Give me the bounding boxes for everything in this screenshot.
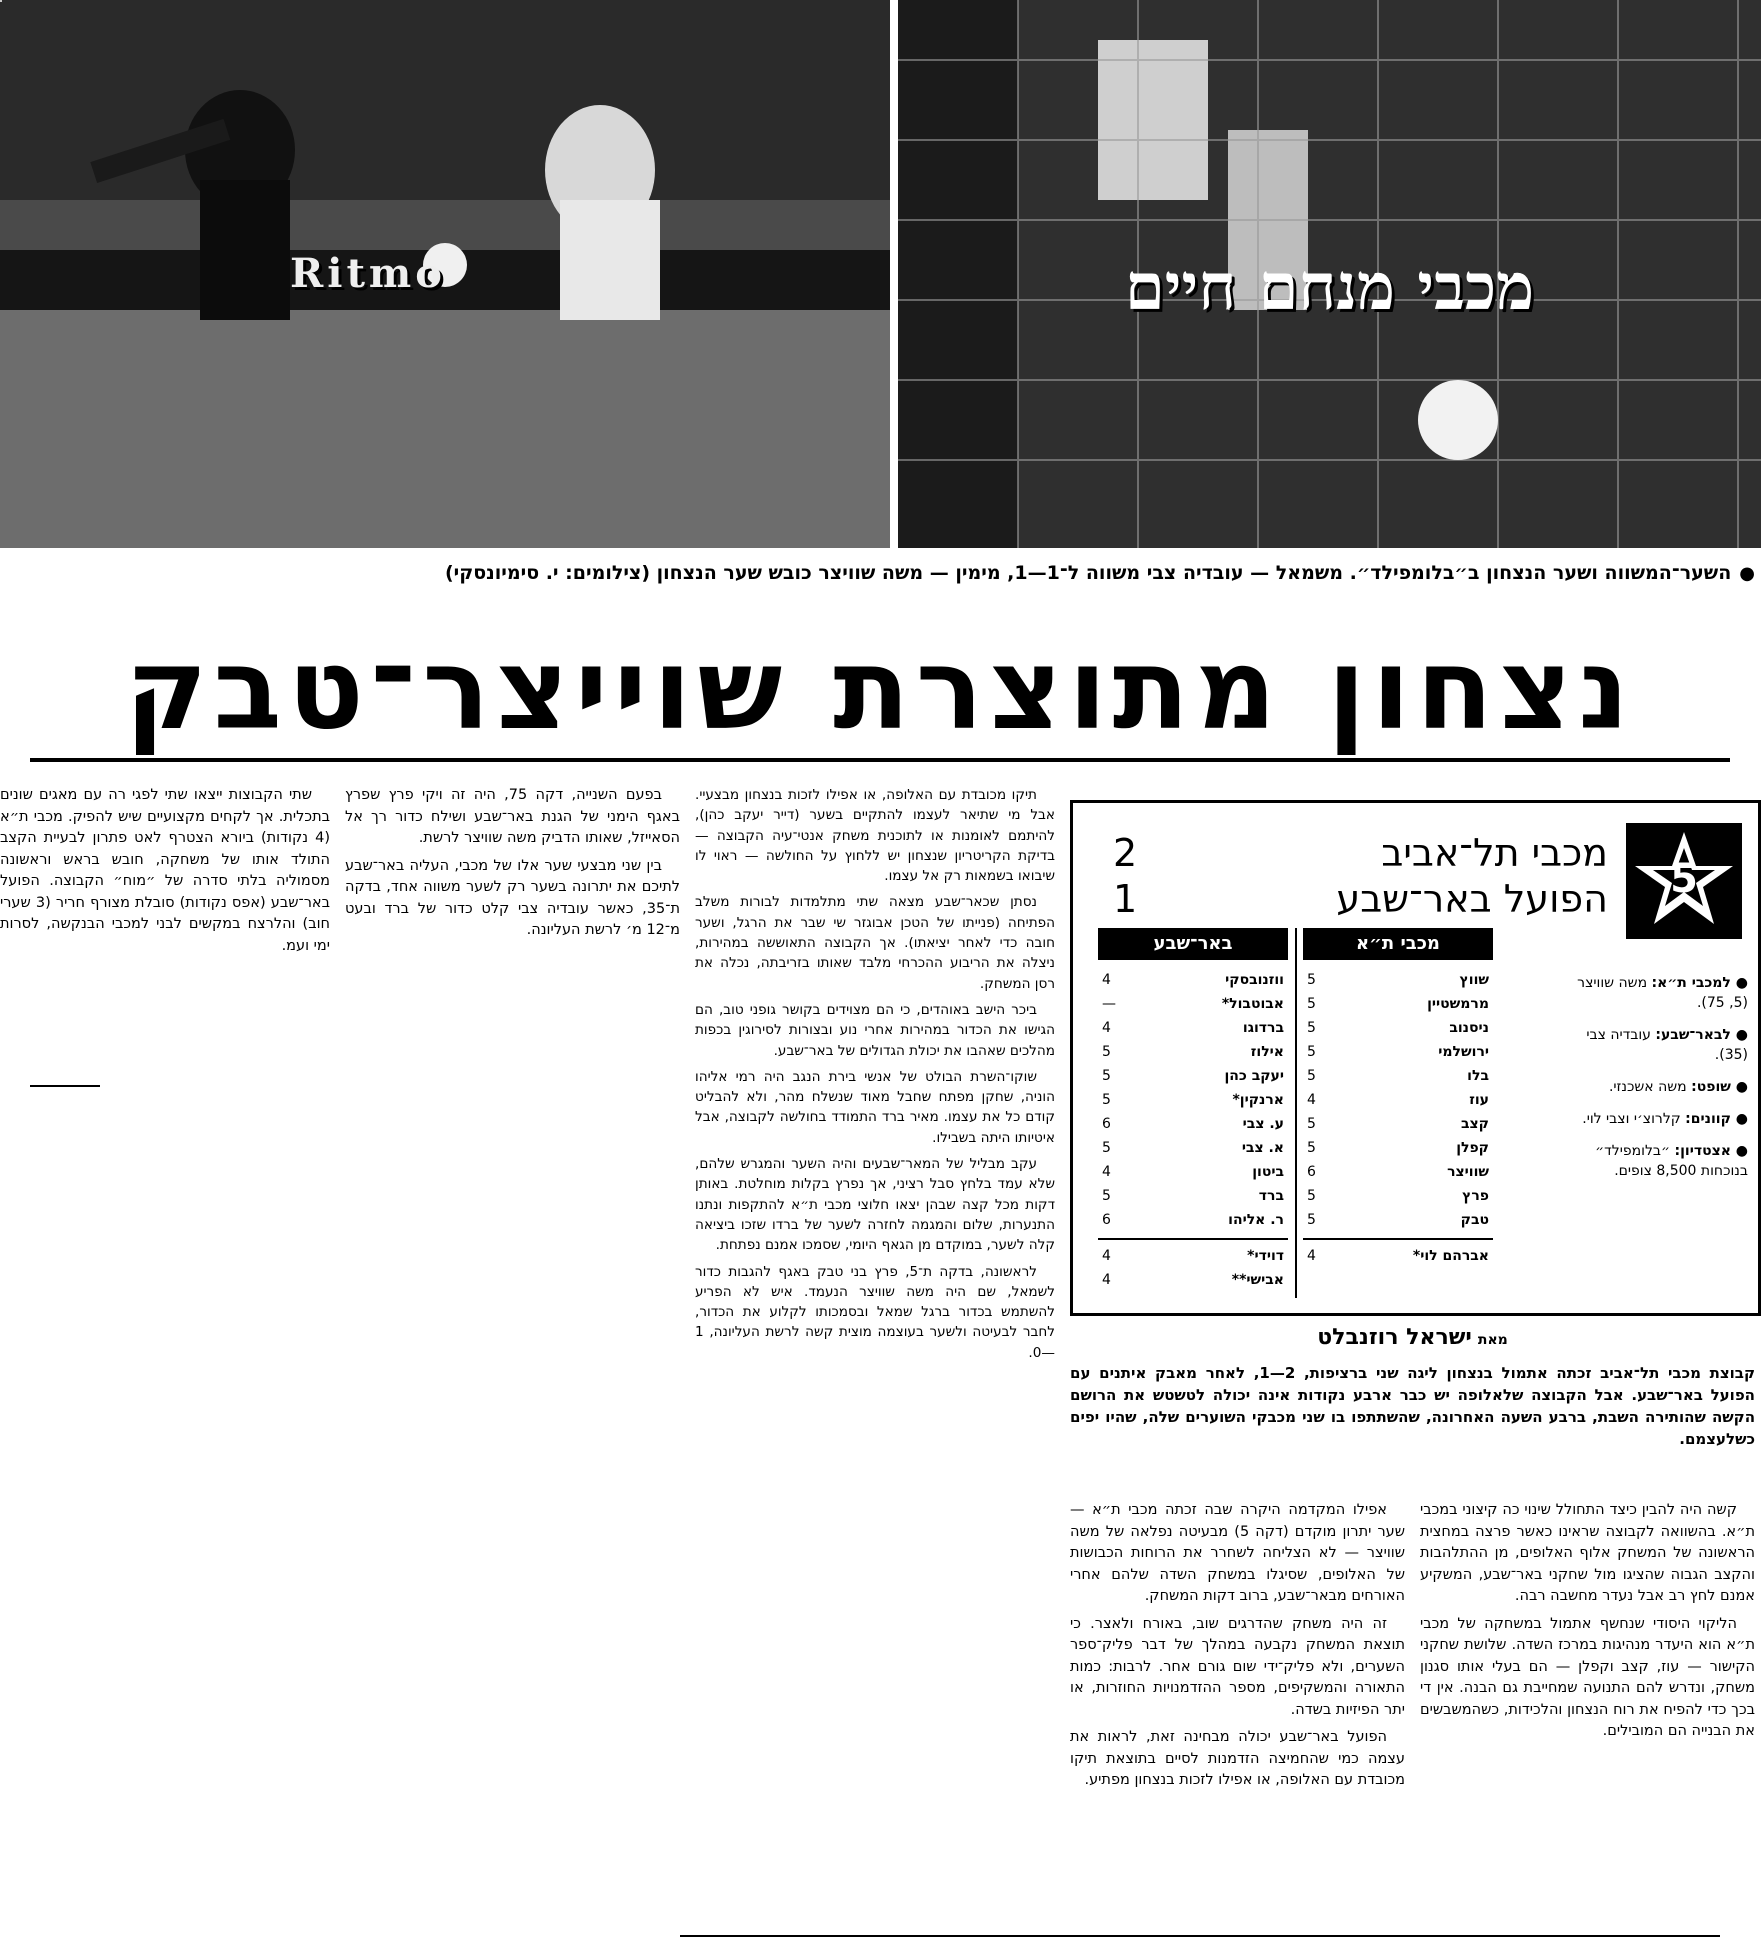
player-name: עוז	[1469, 1092, 1489, 1108]
scorebox	[1070, 800, 1761, 1316]
roster-bs-subs	[1098, 1238, 1288, 1292]
roster-row	[1098, 1016, 1288, 1040]
player-grade: 5	[1307, 972, 1316, 988]
fact-value: קלרוצ׳י וצבי לוי.	[1582, 1111, 1681, 1127]
roster-row	[1098, 1112, 1288, 1136]
roster-row	[1098, 1136, 1288, 1160]
player-name: אילוז	[1250, 1044, 1284, 1060]
roster-row	[1098, 1268, 1288, 1292]
paragraph: הפועל באר־שבע יכולה מבחינה זאת, לראות את עצמה כמי שהחמיצה הזדמנות לסיים בתוצאת תיקו מכובדת עם האלופה, או אפילו לזכות בנצחון מפתיע.	[1070, 1729, 1405, 1788]
player-name: ירושלמי	[1438, 1044, 1489, 1060]
player-name: קפלן	[1456, 1140, 1489, 1156]
paragraph: שתי הקבוצות ייצאו שתי לפגי רה עם מאגים שונים בתכלית. אך לקחים מקצועיים שיש להפיק. מכבי ת״א (4 נקודות) ביורא הצטרף לאט פתרון לבעיית הקצב התולד אותו של משחקה, חובש בראש וראשונה מסמוליה בלתי סדרה של ״מוח״ הקבוצה. הפועל באר־שבע (אפס נקודות) סובלת מצורף חריר (3 שערי חוב) והלרצח במקשים לבני למכבי הבנקשה, לסרות ימי ועמ.	[0, 787, 330, 954]
player-name: ברדוגו	[1242, 1020, 1284, 1036]
photo-right	[898, 0, 1761, 548]
roster-row	[1098, 1184, 1288, 1208]
photo-left	[0, 0, 890, 548]
player-grade: 5	[1307, 1068, 1316, 1084]
player-grade: 5	[1307, 1044, 1316, 1060]
fact-value: משה שוויצר (5, 75).	[1577, 975, 1748, 1011]
byline-name: ישראל רוזנבלט	[1317, 1325, 1472, 1350]
player-grade: 5	[1307, 1116, 1316, 1132]
badge-number: 5	[1670, 856, 1698, 902]
roster-row	[1303, 1088, 1493, 1112]
paragraph: בפעם השנייה, דקה 75, היה זה ויקי פרץ שפרץ באגף הימני של הגנת באר־שבע ושילח כדור רך אל הסאייזל, שאותו הדביק משה שוויצר לרשת.	[345, 787, 680, 846]
player-name: פרץ	[1462, 1188, 1489, 1204]
team1-score: 2	[1113, 831, 1138, 875]
photo-left-banner: Ritmo	[290, 250, 446, 297]
article-column-4	[345, 785, 680, 948]
player-name: טבק	[1460, 1212, 1489, 1228]
headline-rule	[30, 758, 1730, 762]
paragraph: תיקו מכובדת עם האלופה, או אפילו לזכות בנצחון מבצעיי. אבל מי שתיאר לעצמו להתקיים בשער (דייר יעקב כהן), להיתמם לאומנות או לתוכנית משחק אנטי־עיה הקבוצה — בדיקת הקריטריון שנצחון יש ללחוץ על החולשה — ראוי לו שיבואו בשמאות רק אל עצמו.	[695, 787, 1055, 885]
fact-label: ● למכבי ת״א:	[1652, 975, 1748, 991]
roster-row	[1303, 1040, 1493, 1064]
player-name: שוויצר	[1447, 1164, 1489, 1180]
player-grade: 6	[1307, 1164, 1316, 1180]
paragraph: אפילו המקדמה היקרה שבה זכתה מכבי ת״א — שער יתרון מוקדם (דקה 5) מבעיטה נפלאה של משה שוויצר — לא הצליחה לשחרר את הרוחות הכבושות של האלופים, שסיגלו במשחק השדה שלהם אחרי האורחים מבאר־שבע, ברוב דקות המשחק.	[1070, 1502, 1405, 1604]
player-name: אבוטבול*	[1221, 996, 1284, 1012]
fact-referee	[1573, 1077, 1748, 1097]
fact-linesmen	[1573, 1109, 1748, 1129]
paragraph: קשה היה להבין כיצד התחולל שינוי כה קיצוני במכבי ת״א. בהשוואה לקבוצה שראינו כאשר פרצה במחצית הראשונה של המשחק אלוף האלופים, מן ההתלהבות והקצב הגבוה שהציגו מול שחקני באר־שבע, המשקיע אמנם לחץ רב אבל נעדר מחשבה רבה.	[1420, 1502, 1755, 1604]
byline	[1070, 1325, 1755, 1350]
match-facts	[1573, 973, 1748, 1193]
roster-row	[1303, 1208, 1493, 1232]
player-grade: 4	[1307, 1092, 1316, 1108]
roster-tlv	[1303, 928, 1493, 1268]
roster-tlv-players	[1303, 968, 1493, 1232]
roster-row	[1098, 1208, 1288, 1232]
roster-row	[1303, 1184, 1493, 1208]
roster-row	[1098, 992, 1288, 1016]
roster-tlv-subs	[1303, 1238, 1493, 1268]
roster-row	[1303, 1016, 1493, 1040]
article-lead: קבוצת מכבי תל־אביב זכתה אתמול בנצחון ליגה שני ברציפות, 2—1, לאחר מאבק איתנים עם הפועל באר־שבע. אבל הקבוצה שלאלופה יש כבר ארבע נקודות אינה יכולה לטשטש את הרושם הקשה שהותירה השבת, ברבע השעה האחרונה, שהשתתפו בו שני מכבקי השוערים שלה, שהיו יפים כשלעצמם.	[1070, 1364, 1755, 1448]
fact-stadium	[1573, 1141, 1748, 1181]
fact-goals-tlv	[1573, 973, 1748, 1013]
paragraph: ביכר הישב באוהדים, כי הם מצוידים בקושר גופני טוב, הם הגישו את הכדור במהירות אחרי נוע ובצורות לסירוגין בכפות מהלכים שאהבו את יכולת הגדולים של באר־שבע.	[695, 1001, 1055, 1059]
player-grade: 5	[1102, 1044, 1111, 1060]
roster-divider	[1295, 928, 1297, 1298]
team2-name: הפועל באר־שבע	[1336, 877, 1608, 921]
article-column-3	[695, 785, 1055, 1369]
player-grade: 5	[1307, 996, 1316, 1012]
player-grade: 5	[1307, 1212, 1316, 1228]
team1-name: מכבי תל־אביב	[1381, 831, 1608, 875]
player-grade: 4	[1102, 972, 1111, 988]
paragraph: הליקוי היסודי שנחשף אתמול במשחקה של מכבי ת״א הוא היעדר מנהיגות במרכז השדה. שלושת שחקני הקישור — עוז, קצב וקפלן — הם בעלי אותו סגנון משחק, ונדרש להם התנועה שמחייבת גם הבנה. אין די בכך כדי להפיח את רוח הנצחון והלכידות, כשהמשבשים את הבנייה הם המובילים.	[1420, 1615, 1755, 1739]
player-name: ארנקין*	[1232, 1092, 1284, 1108]
fact-value: משה אשכנזי.	[1608, 1079, 1687, 1095]
fact-goals-bs	[1573, 1025, 1748, 1065]
photo-caption	[10, 560, 1755, 587]
roster-row	[1098, 1064, 1288, 1088]
player-name: שווץ	[1459, 972, 1489, 988]
player-name: דוידי*	[1247, 1248, 1284, 1264]
fact-label: ● אצטדיון:	[1675, 1143, 1749, 1159]
player-grade: 6	[1102, 1116, 1111, 1132]
roster-row	[1098, 1244, 1288, 1268]
player-name: אברהם לוי*	[1412, 1248, 1489, 1264]
player-grade: 5	[1102, 1092, 1111, 1108]
roster-bs-header: באר־שבע	[1098, 928, 1288, 960]
headline: נצחון מתוצרת שוייצר־טבק	[125, 625, 1635, 755]
roster-tlv-header: מכבי ת״א	[1303, 928, 1493, 960]
article-column-1	[1420, 1500, 1755, 1749]
player-name: אבישי**	[1231, 1272, 1284, 1288]
roster-row	[1098, 968, 1288, 992]
player-grade: 4	[1102, 1248, 1111, 1264]
paragraph: לראשונה, בדקה ת־5, פרץ בני טבק באגף להגבות כדור לשמאל, שם היה משה שוויצר הנעמד. איש לא הפריע להשתמש בכדור ברגל שמאל ובסמכותו לקלוע את הכדור, לחבר לבעיטה ולשער בעוצמה מוצית קשה לרשת העליונה, 1—0.	[695, 1263, 1055, 1361]
fact-label: ● לבאר־שבע:	[1655, 1027, 1748, 1043]
paragraph: שוקו־השרת הבולט של אנשי בירת הנגב היה רמי אליהו הוניה, שחקן מפתח שחבל מאוד שנשלח מהר, ולא להבליט קודם כל את עצמו. מאיר ברד התמודד בחולשה לקבוצה, אבל איטיותו היתה בשבילו.	[695, 1068, 1055, 1146]
roster-row	[1303, 1244, 1493, 1268]
roster-row	[1303, 992, 1493, 1016]
fact-label: ● שופט:	[1691, 1079, 1748, 1095]
roster-row	[1303, 1136, 1493, 1160]
paragraph: זה היה משחק שהדרגים שוב, באורח ולאצר. כי תוצאת המשחק נקבעה במהלך של דבר פליק־ספר השערים, ולא פליק־ידי שום גורם אחר. לרבות: כמות התאורה והמשקיפים, מספר ההזדמנויות החוזרות, או יתר הפיזיות בשדה.	[1070, 1615, 1405, 1718]
fact-value: ״בלומפילד״ בנוכחות 8,500 צופים.	[1595, 1143, 1748, 1179]
photo-right-banner: מכבי מנחם חיים	[1124, 250, 1535, 325]
roster-bs	[1098, 928, 1288, 1292]
player-grade: 5	[1307, 1140, 1316, 1156]
star-badge	[1626, 823, 1742, 939]
roster-row	[1303, 1112, 1493, 1136]
player-grade: 4	[1102, 1020, 1111, 1036]
roster-row	[1098, 1160, 1288, 1184]
team2-score: 1	[1113, 877, 1138, 921]
player-grade: 5	[1102, 1188, 1111, 1204]
roster-row	[1303, 1064, 1493, 1088]
fact-label: ● קוונים:	[1685, 1111, 1748, 1127]
player-grade: 4	[1102, 1272, 1111, 1288]
player-name: יעקב כהן	[1224, 1068, 1284, 1084]
page-bottom-rule	[680, 1935, 1720, 1937]
player-grade: 5	[1307, 1020, 1316, 1036]
player-name: ע. צבי	[1242, 1116, 1284, 1132]
player-grade: 4	[1307, 1248, 1316, 1264]
fact-value: עובדיה צבי (35).	[1586, 1027, 1748, 1063]
player-grade: 5	[1102, 1140, 1111, 1156]
player-name: א. צבי	[1241, 1140, 1284, 1156]
paragraph: עקב מבליל של המאר־שבעים והיה השער והמגרש שלהם, שלא עמד בלחץ סבל רציני, אך נפרץ בקלות מוחלטת. באותן דקות מכל קצה שבהן יצאו חלוצי מכבי ת״א להתקפות ונתנו התנערות, שלום והמגמה לחזרה לשער של ברדו שזכו ביציאה קלה לשער, במוקדם מן הגאף היומי, שסמכו אמנם נפתחת.	[695, 1156, 1055, 1254]
caption-text: השער־המשווה ושער הנצחון ב״בלומפילד״. משמאל — עובדיה צבי משווה ל־1—1, מימין — משה שוויצר כובש שער הנצחון (צילומים: י. סימיונסקי)	[444, 562, 1732, 584]
player-name: מרמשטיין	[1427, 996, 1489, 1012]
player-name: ניסנוב	[1449, 1020, 1489, 1036]
player-name: בלו	[1467, 1068, 1489, 1084]
player-name: ברד	[1258, 1188, 1284, 1204]
column-end-rule	[30, 1085, 100, 1087]
paragraph: בין שני מבצעי שער אלו של מכבי, העליה באר־שבע לתיכם את יתרונה בשער רק לשער משווה אחד, בדקה ת־35, כאשר עובדיה צבי קלט כדור של ברד ובעט מ־12 מ׳ לרשת העליונה.	[345, 857, 680, 938]
paragraph: נסתן שכאר־שבע מצאה שתי מתלמדות לבורות משלב הפתיחה (פנייתו של הטכן אבוגזר שי שבר את הרגל, ושער חובה כדי לאחר יציאתו). אך הקבוצה התאוששה במהירות, ניצלה את הריבוע ההכרחי מלבד שאותו בזריבתה, נכלה את רסן המשחק.	[695, 894, 1055, 992]
player-name: ווזנובסקי	[1225, 972, 1284, 988]
player-grade: 5	[1307, 1188, 1316, 1204]
roster-row	[1098, 1040, 1288, 1064]
article-column-5	[0, 785, 330, 963]
byline-prefix: מאת	[1477, 1332, 1508, 1348]
player-name: ביטון	[1252, 1164, 1284, 1180]
roster-bs-players	[1098, 968, 1288, 1232]
bullet-icon: ●	[1739, 563, 1755, 584]
player-grade: 5	[1102, 1068, 1111, 1084]
article-column-2	[1070, 1500, 1405, 1798]
player-grade: 6	[1102, 1212, 1111, 1228]
player-grade: —	[1102, 996, 1116, 1012]
roster-row	[1303, 968, 1493, 992]
roster-row	[1098, 1088, 1288, 1112]
player-name: ר. אליהו	[1228, 1212, 1284, 1228]
roster-row	[1303, 1160, 1493, 1184]
player-name: קצב	[1461, 1116, 1489, 1132]
player-grade: 4	[1102, 1164, 1111, 1180]
